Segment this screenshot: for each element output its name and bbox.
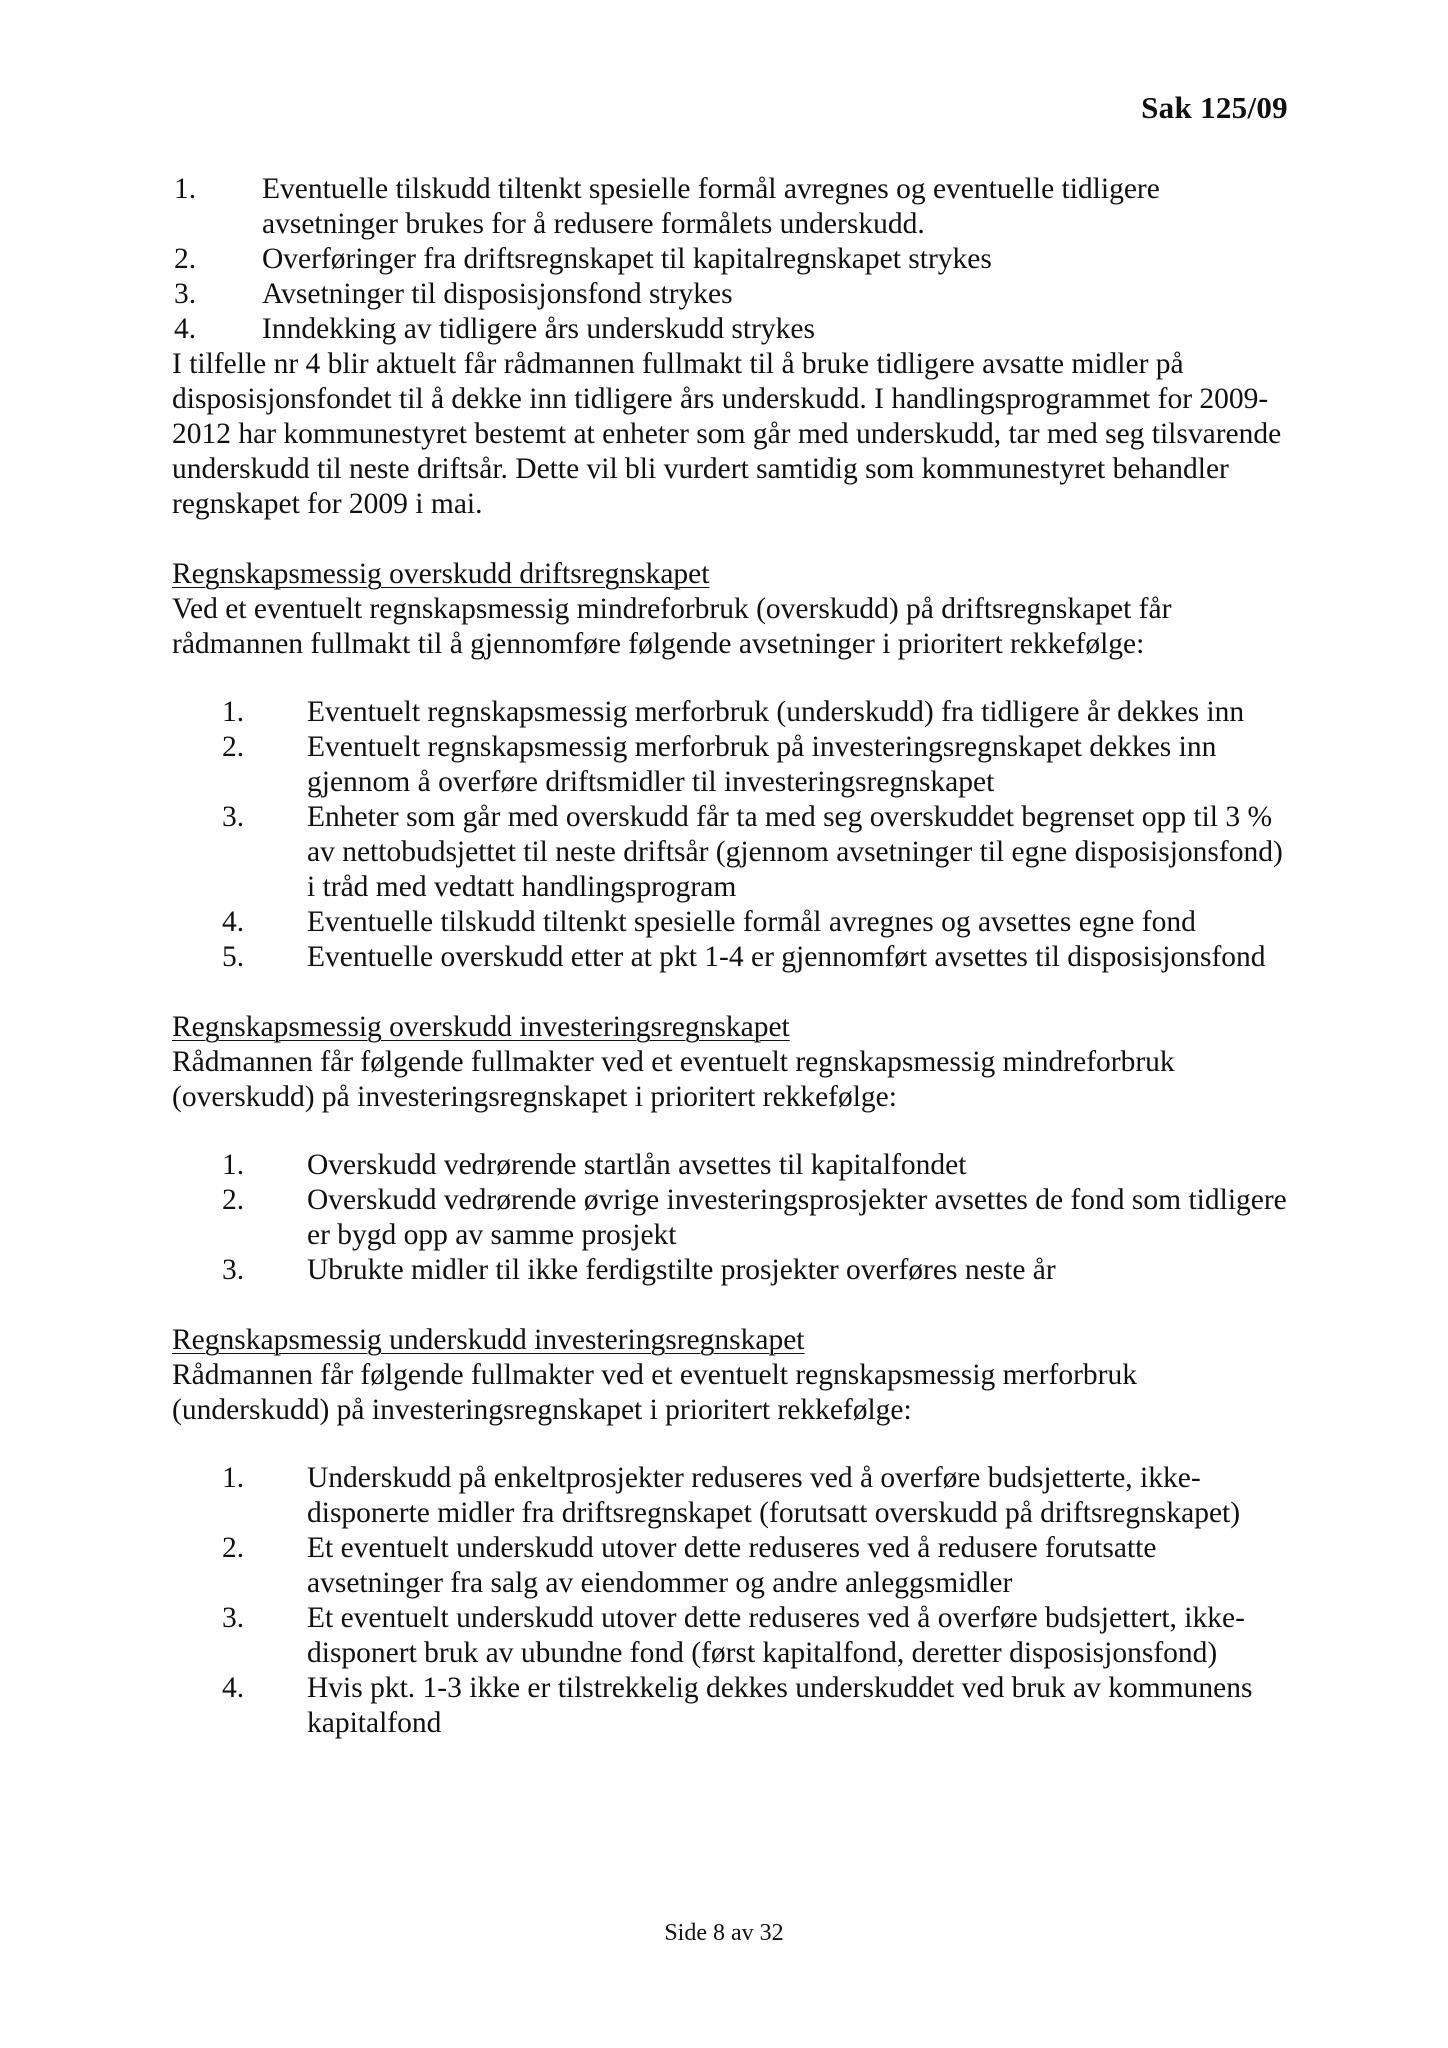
list-item-number: 1. [174,173,197,205]
list-item [172,905,1292,940]
list-item [172,1671,1292,1741]
list-item-number: 1. [222,1149,245,1181]
list-item-text: Hvis pkt. 1-3 ikke er tilstrekkelig dekkes underskuddet ved bruk av kommunens kapitalfond [307,1672,1253,1739]
list-item-number: 4. [174,313,197,345]
heading-invest-overskudd: Regnskapsmessig overskudd investeringsregnskapet [172,1011,790,1043]
list-item-text: Et eventuelt underskudd utover dette reduseres ved å overføre budsjettert, ikke-disponert bruk av ubundne fond (først kapitalfond, deretter disposisjonsfond) [307,1602,1245,1669]
list-item-text: Inndekking av tidligere års underskudd strykes [262,313,815,345]
list-item [172,1461,1292,1531]
list-item-number: 2. [222,1184,245,1216]
list-item-text: Ubrukte midler til ikke ferdigstilte prosjekter overføres neste år [307,1254,1056,1286]
list-item-number: 2. [222,1532,245,1564]
list-item-text: Overskudd vedrørende startlån avsettes til kapitalfondet [307,1149,967,1181]
list-item-number: 3. [222,1602,245,1634]
list-item-text: Avsetninger til disposisjonsfond strykes [262,278,733,310]
top-list [172,172,1292,347]
list-item-number: 1. [222,1462,245,1494]
list-item [172,312,1292,347]
list-item-number: 3. [174,278,197,310]
drift-overskudd-list [172,695,1292,975]
list-item-text: Eventuelle tilskudd tiltenkt spesielle formål avregnes og eventuelle tidligere avsetninger brukes for å redusere formålets underskudd. [262,173,1160,240]
page-number: Side 8 av 32 [664,1920,784,1946]
list-item [172,1183,1292,1253]
list-item-text: Underskudd på enkeltprosjekter reduseres ved å overføre budsjetterte, ikke-disponerte midler fra driftsregnskapet (forutsatt overskudd på driftsregnskapet) [307,1462,1241,1529]
intro-invest-underskudd: Rådmannen får følgende fullmakter ved et eventuelt regnskapsmessig merforbruk (underskudd) på investeringsregnskapet i prioritert rekkefølge: [172,1359,1137,1426]
list-item-text: Et eventuelt underskudd utover dette reduseres ved å redusere forutsatte avsetninger fra salg av eiendommer og andre anleggsmidler [307,1532,1157,1599]
list-item-number: 3. [222,1254,245,1286]
list-item-number: 4. [222,906,245,938]
list-item [172,730,1292,800]
paragraph-fullmakt: I tilfelle nr 4 blir aktuelt får rådmannen fullmakt til å bruke tidligere avsatte midler på disposisjonsfondet til å dekke inn tidligere års underskudd. I handlingsprogrammet for 2009-2012 har kommunestyret bestemt at enheter som går med underskudd, tar med seg tilsvarende underskudd til neste driftsår. Dette vil bli vurdert samtidig som kommunestyret behandler regnskapet for 2009 i mai. [172,348,1282,520]
heading-invest-underskudd: Regnskapsmessig underskudd investeringsregnskapet [172,1324,805,1356]
list-item-text: Eventuelt regnskapsmessig merforbruk (underskudd) fra tidligere år dekkes inn [307,696,1245,728]
document-body [172,172,1292,1741]
invest-overskudd-list [172,1148,1292,1288]
list-item-number: 4. [222,1672,245,1704]
intro-invest-overskudd: Rådmannen får følgende fullmakter ved et eventuelt regnskapsmessig mindreforbruk (overskudd) på investeringsregnskapet i prioritert rekkefølge: [172,1046,1175,1113]
heading-drift-overskudd: Regnskapsmessig overskudd driftsregnskapet [172,558,710,590]
intro-drift-overskudd: Ved et eventuelt regnskapsmessig mindreforbruk (overskudd) på driftsregnskapet får rådmannen fullmakt til å gjennomføre følgende avsetninger i prioritert rekkefølge: [172,593,1172,660]
list-item-number: 5. [222,941,245,973]
list-item [172,800,1292,905]
invest-underskudd-list [172,1461,1292,1741]
list-item-text: Eventuelle overskudd etter at pkt 1-4 er gjennomført avsettes til disposisjonsfond [307,941,1266,973]
list-item-text: Enheter som går med overskudd får ta med seg overskuddet begrenset opp til 3 % av nettobudsjettet til neste driftsår (gjennom avsetninger til egne disposisjonsfond) i tråd med vedtatt handlingsprogram [307,801,1283,903]
list-item [172,277,1292,312]
list-item-number: 1. [222,696,245,728]
list-item-number: 2. [222,731,245,763]
list-item-text: Eventuelle tilskudd tiltenkt spesielle formål avregnes og avsettes egne fond [307,906,1196,938]
list-item-number: 2. [174,243,197,275]
list-item [172,172,1292,242]
list-item-text: Overskudd vedrørende øvrige investeringsprosjekter avsettes de fond som tidligere er bygd opp av samme prosjekt [307,1184,1287,1251]
list-item [172,1148,1292,1183]
case-number: Sak 125/09 [1141,90,1288,125]
list-item-text: Eventuelt regnskapsmessig merforbruk på investeringsregnskapet dekkes inn gjennom å overføre driftsmidler til investeringsregnskapet [307,731,1217,798]
list-item [172,1531,1292,1601]
list-item [172,940,1292,975]
list-item-text: Overføringer fra driftsregnskapet til kapitalregnskapet strykes [262,243,992,275]
list-item [172,1253,1292,1288]
list-item-number: 3. [222,801,245,833]
list-item [172,695,1292,730]
list-item [172,242,1292,277]
list-item [172,1601,1292,1671]
